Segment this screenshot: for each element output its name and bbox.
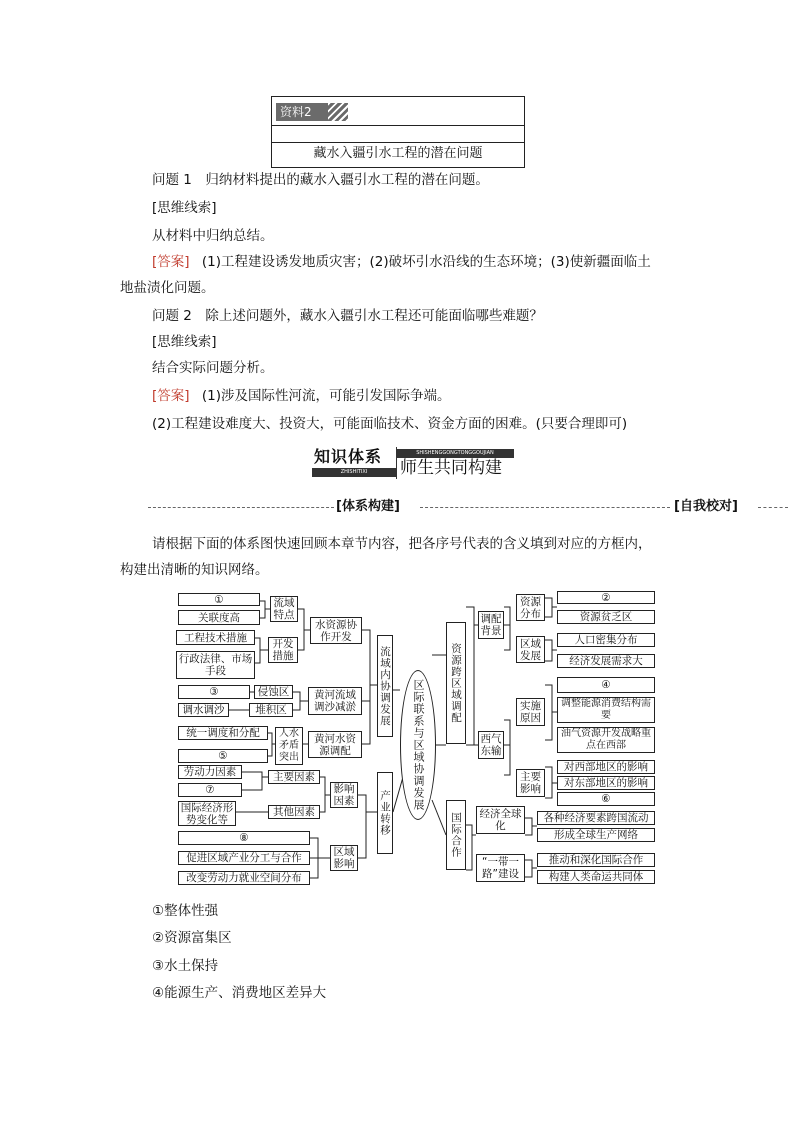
banner-right-title: 师生共同构建: [400, 458, 502, 478]
hint-1: 从材料中归纳总结。: [152, 228, 274, 244]
box-huanghe-tiaosha: 黄河流域调沙减淤: [308, 687, 362, 715]
box-ziyuan-kuaquyu: 资源跨区域调配: [446, 622, 466, 744]
blank-box-3: ③: [178, 685, 250, 699]
material-label: 资料2: [280, 105, 312, 119]
box-tuidong-hezuo: 推动和深化国际合作: [537, 853, 655, 867]
blank-box-4: ④: [557, 677, 655, 693]
box-tiaozheng: 调整能源消费结构需要: [557, 697, 655, 723]
banner-left-title: 知识体系: [314, 447, 383, 466]
box-youqi: 油气资源开发战略重点在西部: [557, 727, 655, 753]
answer-item: ③水土保持: [152, 958, 219, 974]
instruction-line-1: 请根据下面的体系图快速回顾本章节内容，把各序号代表的含义填到对应的方框内，: [152, 536, 652, 552]
blank-box-7: ⑦: [178, 783, 242, 797]
box-renshui: 人水矛盾突出: [275, 727, 303, 765]
box-shishi-yuanyin: 实施原因: [516, 698, 545, 726]
box-shuiziyuan: 水资源协作开发: [310, 617, 362, 644]
box-xibu: 对西部地区的影响: [557, 760, 655, 774]
answer-item: ④能源生产、消费地区差异大: [152, 985, 327, 1001]
box-qinshiqu: 侵蚀区: [254, 685, 293, 699]
box-quanqiu-wangluo: 形成全球生产网络: [537, 828, 655, 842]
box-liuyu-tedian: 流域特点: [270, 596, 298, 622]
box-liuyunei: 流域内协调发展: [377, 635, 393, 737]
box-renkou: 人口密集分布: [557, 633, 655, 647]
box-kaifa-cuoshi: 开发措施: [268, 637, 298, 663]
box-jingji-xuqiu: 经济发展需求大: [557, 654, 655, 668]
box-qita-yinsu: 其他因素: [268, 805, 320, 819]
box-ziyuan-fenbu: 资源分布: [516, 594, 545, 621]
box-gongcheng: 工程技术措施: [176, 630, 255, 645]
question-2: 问题 2 除上述问题外，藏水入疆引水工程还可能面临哪些难题？: [152, 308, 543, 324]
answer-2-line-2: (2)工程建设难度大、投资大，可能面临技术、资金方面的困难。(只要合理即可): [152, 416, 628, 432]
blank-box-1: ①: [178, 593, 260, 606]
box-pinfa: 资源贫乏区: [557, 610, 655, 624]
answer-tag: [答案]: [152, 388, 190, 404]
answer-item: ②资源富集区: [152, 930, 232, 946]
blank-box-5: ⑤: [178, 749, 268, 763]
box-duijiqu: 堆积区: [249, 703, 293, 717]
material-title: 藏水入疆引水工程的潜在问题: [313, 146, 483, 161]
blank-box-8: ⑧: [178, 831, 310, 845]
hint-label-1: [思维线索]: [152, 200, 217, 216]
answer-1-line-2: 地盐渍化问题。: [120, 280, 215, 296]
divider-label-right: [自我校对]: [674, 497, 738, 517]
hint-label-2: [思维线索]: [152, 334, 217, 350]
box-xiqidongshu: 西气东输: [478, 731, 504, 759]
box-dongbu: 对东部地区的影响: [557, 776, 655, 790]
box-tongyi-diaodu: 统一调度和分配: [178, 726, 268, 740]
blank-box-2: ②: [557, 591, 655, 604]
box-quyu-fazhan: 区域发展: [516, 636, 545, 663]
box-zhuyao-yingxiang: 主要影响: [516, 769, 545, 797]
box-cujin-fengong: 促进区域产业分工与合作: [178, 851, 310, 865]
box-guoji-jingji: 国际经济形势变化等: [178, 801, 236, 826]
box-huanghe-shuiziyuan: 黄河水资源调配: [308, 731, 362, 758]
answer-tag: [答案]: [152, 254, 190, 270]
box-guanliandu: 关联度高: [178, 610, 260, 625]
box-quyu-yingxiang: 区域影响: [330, 845, 358, 871]
answer-2-text: (1)涉及国际性河流，可能引发国际争端。: [201, 388, 451, 404]
box-tiaopei-beijing: 调配背景: [478, 611, 504, 639]
box-guoji-hezuo: 国际合作: [446, 800, 466, 870]
box-yidaiyilu: “一带一路”建设: [476, 854, 525, 882]
center-oval: 区际联系与区域协调发展: [400, 670, 436, 820]
question-1: 问题 1 归纳材料提出的藏水入疆引水工程的潜在问题。: [152, 172, 489, 188]
box-tiaoshui: 调水调沙: [178, 703, 229, 717]
box-jingji-quanqiuhua: 经济全球化: [476, 806, 525, 834]
instruction-line-2: 构建出清晰的知识网络。: [120, 562, 269, 578]
blank-box-6: ⑥: [557, 792, 655, 806]
hint-2: 结合实际问题分析。: [152, 360, 274, 376]
banner-right-pinyin: SHISHENGGONGTONGGOUJIAN: [396, 449, 514, 458]
banner-left-pinyin: ZHISHITIXI: [312, 468, 396, 477]
box-gaibian-jiuye: 改变劳动力就业空间分布: [178, 871, 310, 885]
box-xingzheng: 行政法律、市场手段: [176, 651, 255, 679]
box-mingyun-gongtongti: 构建人类命运共同体: [537, 870, 655, 884]
box-laodongli: 劳动力因素: [178, 765, 242, 779]
answer-item: ①整体性强: [152, 903, 219, 919]
box-kuaguo-liudong: 各种经济要素跨国流动: [537, 811, 655, 825]
box-zhuyao-yinsu: 主要因素: [268, 770, 320, 784]
answer-1-text: (1)工程建设诱发地质灾害；(2)破坏引水沿线的生态环境；(3)使新疆面临土: [201, 254, 651, 270]
box-yingxiang-yinsu: 影响因素: [330, 782, 358, 808]
divider-label-left: [体系构建]: [336, 497, 400, 517]
box-chanye-zhuanyi: 产业转移: [377, 772, 393, 854]
